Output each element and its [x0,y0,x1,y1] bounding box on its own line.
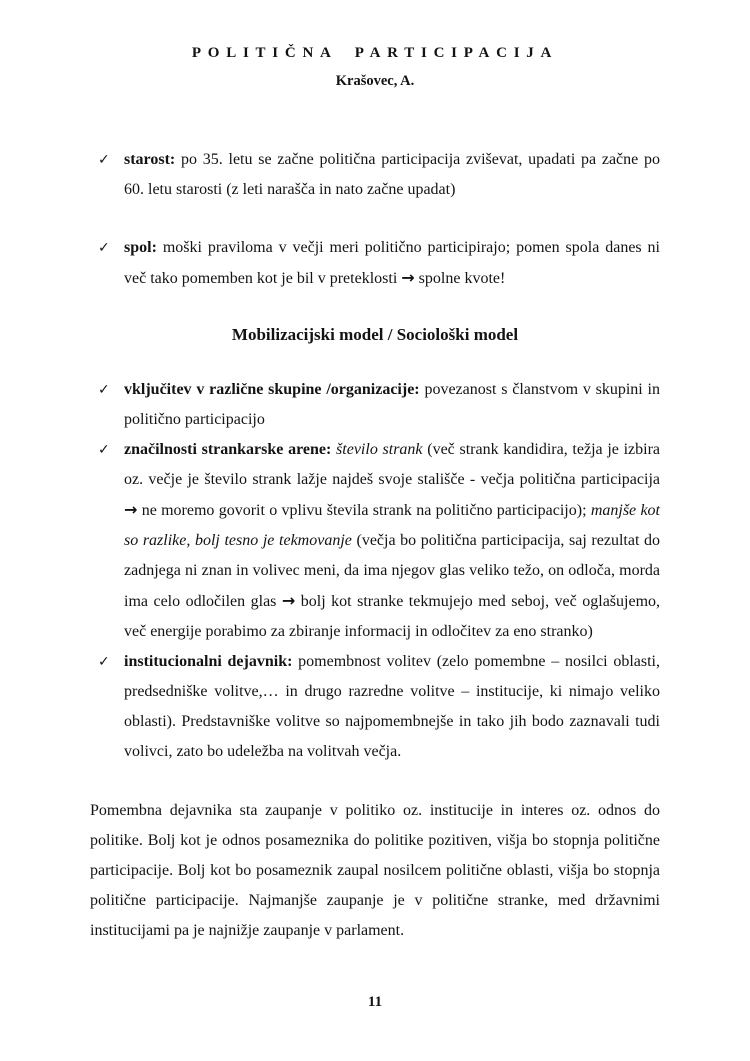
list-item-text [124,151,660,198]
text-segment: manjše kot so razlike, bolj tesno je tekmovanje [124,502,661,549]
demographic-factors-list [90,145,660,294]
section-heading: Mobilizacijski model / Sociološki model [231,325,519,344]
document-title: POLITIČNA PARTICIPACIJA [191,45,559,61]
list-item-starost [90,145,660,205]
arrow-icon: → [281,591,296,610]
text-segment: bolj kot stranke tekmujejo med seboj, več oglašujemo, več energije porabimo za zbiranje informacij in odločitev za eno stranko) [124,593,661,640]
arrow-icon: → [401,268,415,287]
text-segment: ne moremo govorit o vplivu števila strank na politično participacijo); [137,502,591,519]
text-segment: pomembnost volitev (zelo pomembne – nosilci oblasti, predsedniške volitve,… in drugo razredne volitve – institucije, ki nimajo veliko oblasti). Predstavniške volitve so najpomembnejše in tako jih bodo zaznavali tudi volivci, zato bo udeležba na volitvah večja. [124,653,661,760]
document-header [90,43,660,91]
text-segment: institucionalni dejavnik: [124,653,299,670]
text-segment: število strank [336,441,428,458]
text-segment: po 35. letu se začne politična participacija zviševat, upadati pa začne po 60. letu starosti (z leti narašča in nato začne upadat) [124,151,661,198]
arrow-icon: → [124,500,138,519]
text-segment: (večja bo politična participacija, saj rezultat do zadnjega ni znan in volivec meni, da ima njegov glas veliko težo, on odloča, morda ima celo odločilen glas [124,532,660,610]
text-segment: spolne kvote! [414,270,506,287]
list-item-text [124,653,660,760]
closing-paragraph: Pomembna dejavnika sta zaupanje v politiko oz. institucije in interes oz. odnos do politike. Bolj kot je odnos posameznika do politike pozitiven, višja bo stopnja politične participacije. Bolj kot bo posameznik zaupal nosilcem politične oblasti, višja bo stopnja politične participacije. Najmanjše zaupanje je v politične stranke, med državnimi institucijami pa je najnižje zaupanje v parlament. [90,802,660,939]
text-segment: spol: [124,239,163,256]
text-segment: moški praviloma v večji meri politično participirajo; pomen spola danes ni več tako pomemben kot je bil v preteklosti [124,239,660,287]
text-segment: starost: [124,151,181,168]
checkmark-icon: ✓ [98,152,110,168]
checkmark-icon: ✓ [98,654,110,670]
list-item-institucionalni [90,647,660,767]
list-item-vkljucitev [90,375,660,435]
checkmark-icon: ✓ [98,442,110,458]
text-segment: vključitev v različne skupine /organizacije: [124,381,425,398]
list-item-text [124,239,660,287]
text-segment: značilnosti strankarske arene: [124,441,337,458]
checkmark-icon: ✓ [98,382,110,398]
page-number: 11 [367,994,383,1010]
text-segment: (več strank kandidira, težja je izbira oz. večje je število strank lažje najdeš svoje stališče - večja politična participacija [124,441,661,488]
text-segment: povezanost s članstvom v skupini in politično participacijo [124,381,661,428]
list-item-znacilnosti [90,435,660,647]
list-item-text [124,441,660,640]
checkmark-icon: ✓ [98,240,110,256]
list-item-text [124,381,660,428]
mobilization-factors-list [90,375,660,767]
document-author: Krašovec, A. [335,73,415,89]
list-item-spol [90,233,660,294]
